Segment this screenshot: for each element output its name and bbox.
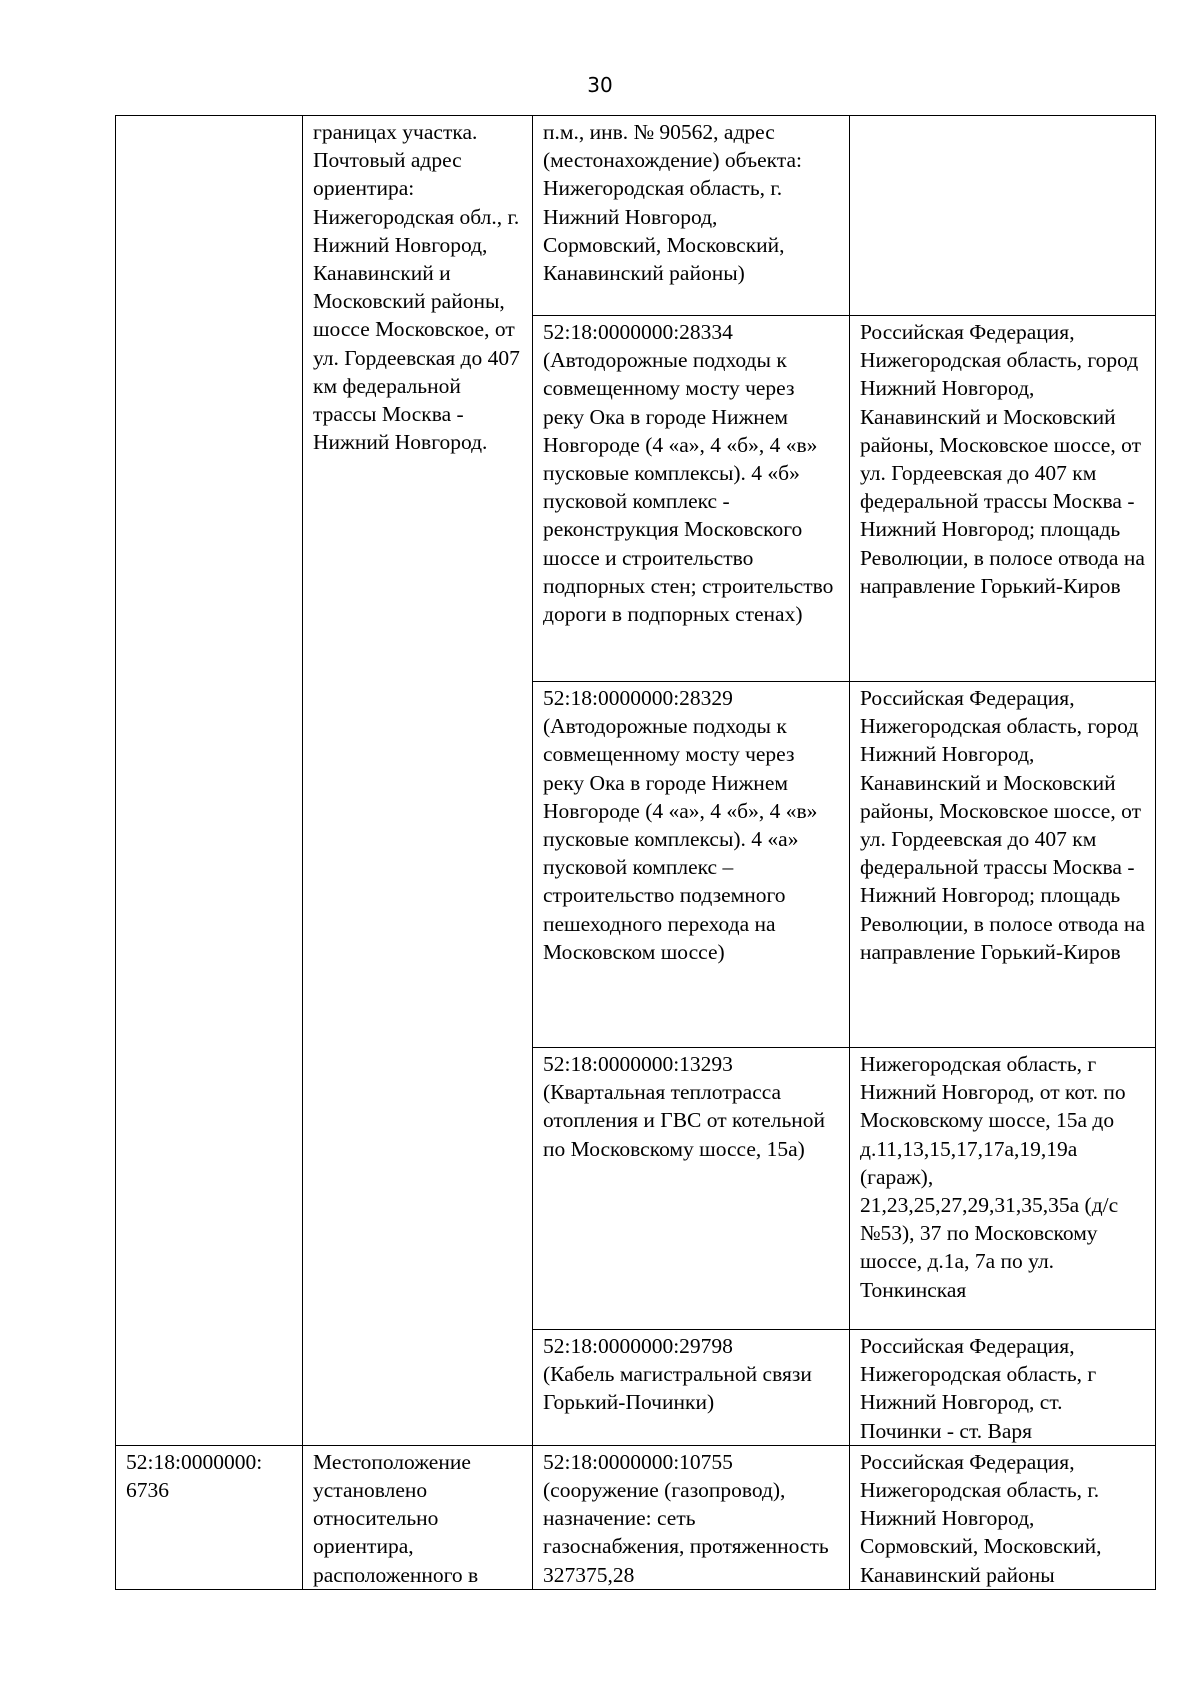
table-cell-structure: 52:18:0000000:28334 (Автодорожные подходы к совмещенному мосту через реку Ока в городе Нижнем Новгороде (4 «а», 4 «б», 4 «в» пусковые комплексы). 4 «б» пусковой комплекс - реконструкция Московского шоссе и строительство подпорных стен; строительство дороги в подпорных стенах) — [533, 316, 850, 682]
table-cell-address: Российская Федерация, Нижегородская область, г Нижний Новгород, ст. Починки - ст. Варя — [850, 1330, 1156, 1446]
table-cell-address: Нижегородская область, г Нижний Новгород, от кот. по Московскому шоссе, 15а до д.11,13,15,17,17а,19,19а (гараж), 21,23,25,27,29,31,35,35а (д/с №53), 37 по Московскому шоссе, д.1а, 7а по ул. Тонкинская — [850, 1048, 1156, 1330]
table-cell-structure: 52:18:0000000:13293 (Квартальная теплотрасса отопления и ГВС от котельной по Московскому шоссе, 15а) — [533, 1048, 850, 1330]
table-cell-structure: п.м., инв. № 90562, адрес (местонахождение) объекта: Нижегородская область, г. Нижний Новгород, Сормовский, Московский, Канавинский районы) — [533, 116, 850, 316]
table-cell-structure: 52:18:0000000:29798 (Кабель магистральной связи Горький-Починки) — [533, 1330, 850, 1446]
table-cell-structure: 52:18:0000000:28329 (Автодорожные подходы к совмещенному мосту через реку Ока в городе Нижнем Новгороде (4 «а», 4 «б», 4 «в» пусковые комплексы). 4 «а» пусковой комплекс – строительство подземного пешеходного перехода на Московском шоссе) — [533, 682, 850, 1048]
page-number: 30 — [587, 73, 613, 97]
table-cell-plot-number: 52:18:0000000: 6736 — [116, 1445, 303, 1589]
table-cell-address: Российская Федерация, Нижегородская область, город Нижний Новгород, Канавинский и Московский районы, Московское шоссе, от ул. Гордеевская до 407 км федеральной трассы Москва - Нижний Новгород; площадь Революции, в полосе отвода на направление Горький-Киров — [850, 682, 1156, 1048]
table-row — [116, 116, 1156, 316]
table-cell-address: Российская Федерация, Нижегородская область, г. Нижний Новгород, Сормовский, Московский, Канавинский районы — [850, 1445, 1156, 1589]
table-cell-address: Российская Федерация, Нижегородская область, город Нижний Новгород, Канавинский и Московский районы, Московское шоссе, от ул. Гордеевская до 407 км федеральной трассы Москва - Нижний Новгород; площадь Революции, в полосе отвода на направление Горький-Киров — [850, 316, 1156, 682]
table-cell-address — [850, 116, 1156, 316]
table-row — [116, 1445, 1156, 1589]
table-cell-plot-number — [116, 116, 303, 1446]
table-cell-structure: 52:18:0000000:10755 (сооружение (газопровод), назначение: сеть газоснабжения, протяженность 327375,28 — [533, 1445, 850, 1589]
land-plots-table — [115, 115, 1156, 1590]
table-cell-location: Местоположение установлено относительно ориентира, расположенного в — [303, 1445, 533, 1589]
table-cell-location: границах участка. Почтовый адрес ориентира: Нижегородская обл., г. Нижний Новгород, Канавинский и Московский районы, шоссе Московское, от ул. Гордеевская до 407 км федеральной трассы Москва - Нижний Новгород. — [303, 116, 533, 1446]
